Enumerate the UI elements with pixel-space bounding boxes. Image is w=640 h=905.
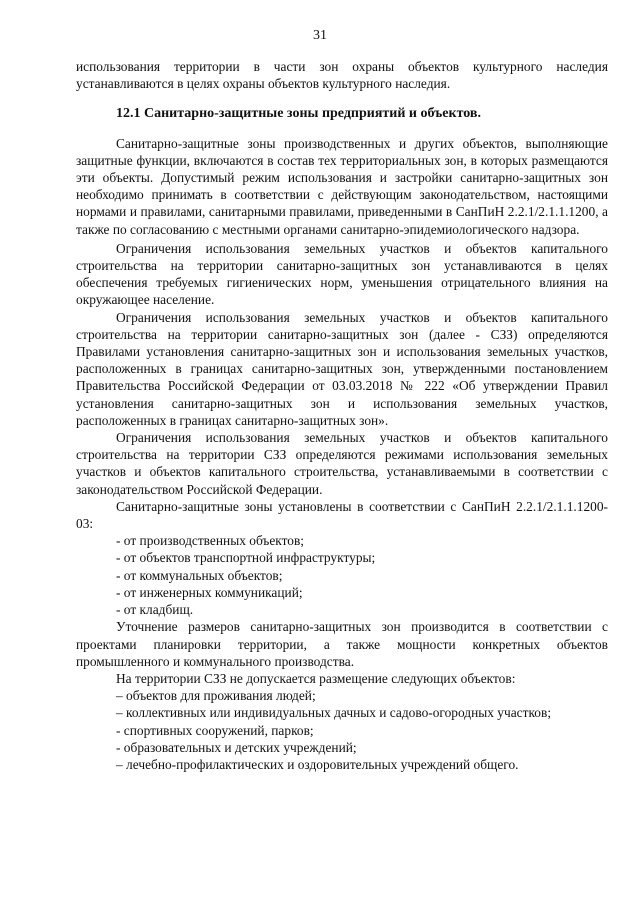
- list-item: - спортивных сооружений, парков;: [116, 722, 314, 738]
- list-item: – объектов для проживания людей;: [116, 688, 316, 704]
- list-item: – лечебно-профилактических и оздоровительных учреждений общего.: [116, 756, 519, 772]
- paragraph-1: Санитарно-защитные зоны производственных и других объектов, выполняющие защитные функции, включаются в состав тех территориальных зон, в которых размещаются эти объекты. Допустимый режим использования и застройки санитарно-защитных зон необходимо принимать в соответствии с действующим законодательством, настоящими нормами и правилами, санитарными правилами, приведенными в СанПиН 2.2.1/2.1.1.1200, а также по согласованию с местными органами санитарно-эпидемиологического надзора.: [76, 135, 608, 237]
- list-item: - образовательных и детских учреждений;: [116, 739, 357, 755]
- list-item: - от кладбищ.: [116, 602, 194, 618]
- list-item: - от инженерных коммуникаций;: [116, 584, 303, 600]
- paragraph-5: Санитарно-защитные зоны установлены в соответствии с СанПиН 2.2.1/2.1.1.1200-03:: [76, 498, 608, 532]
- sources-list: [76, 532, 608, 618]
- paragraph-3: Ограничения использования земельных участков и объектов капитального строительства на территории санитарно-защитных зон (далее - СЗЗ) определяются Правилами установления санитарно-защитных зон и использования земельных участков, расположенных в границах санитарно-защитных зон, утвержденными постановлением Правительства Российской Федерации от 03.03.2018 № 222 «Об утверждении Правил установления санитарно-защитных зон и использования земельных участков, расположенных в границах санитарно-защитных зон».: [76, 309, 608, 428]
- list-item: - от объектов транспортной инфраструктуры;: [116, 550, 376, 566]
- paragraph-4: Ограничения использования земельных участков и объектов капитального строительства на территории СЗЗ определяются режимами использования земельных участков и объектов капитального строительства, устанавливаемыми в соответствии с законодательством Российской Федерации.: [76, 430, 608, 497]
- paragraph-7: На территории СЗЗ не допускается размещение следующих объектов:: [116, 670, 516, 686]
- paragraph-2: Ограничения использования земельных участков и объектов капитального строительства на территории санитарно-защитных зон устанавливаются в целях обеспечения требуемых гигиенических норм, уменьшения отрицательного влияния на окружающее население.: [76, 240, 608, 308]
- list-item: - от производственных объектов;: [116, 533, 305, 549]
- paragraph-6: Уточнение размеров санитарно-защитных зон производится в соответствии с проектами планировки территории, а также мощности конкретных объектов промышленного и коммунального производства.: [76, 619, 608, 669]
- document-body: [76, 58, 608, 773]
- list-item: - от коммунальных объектов;: [116, 567, 283, 583]
- page-number: 31: [313, 28, 327, 43]
- intro-paragraph: использования территории в части зон охраны объектов культурного наследия устанавливаются в целях охраны объектов культурного наследия.: [76, 59, 608, 92]
- prohibited-objects-list: [76, 687, 608, 773]
- section-heading: 12.1 Санитарно-защитные зоны предприятий и объектов.: [116, 106, 481, 122]
- list-item: – коллективных или индивидуальных дачных и садово-огородных участков;: [116, 705, 552, 721]
